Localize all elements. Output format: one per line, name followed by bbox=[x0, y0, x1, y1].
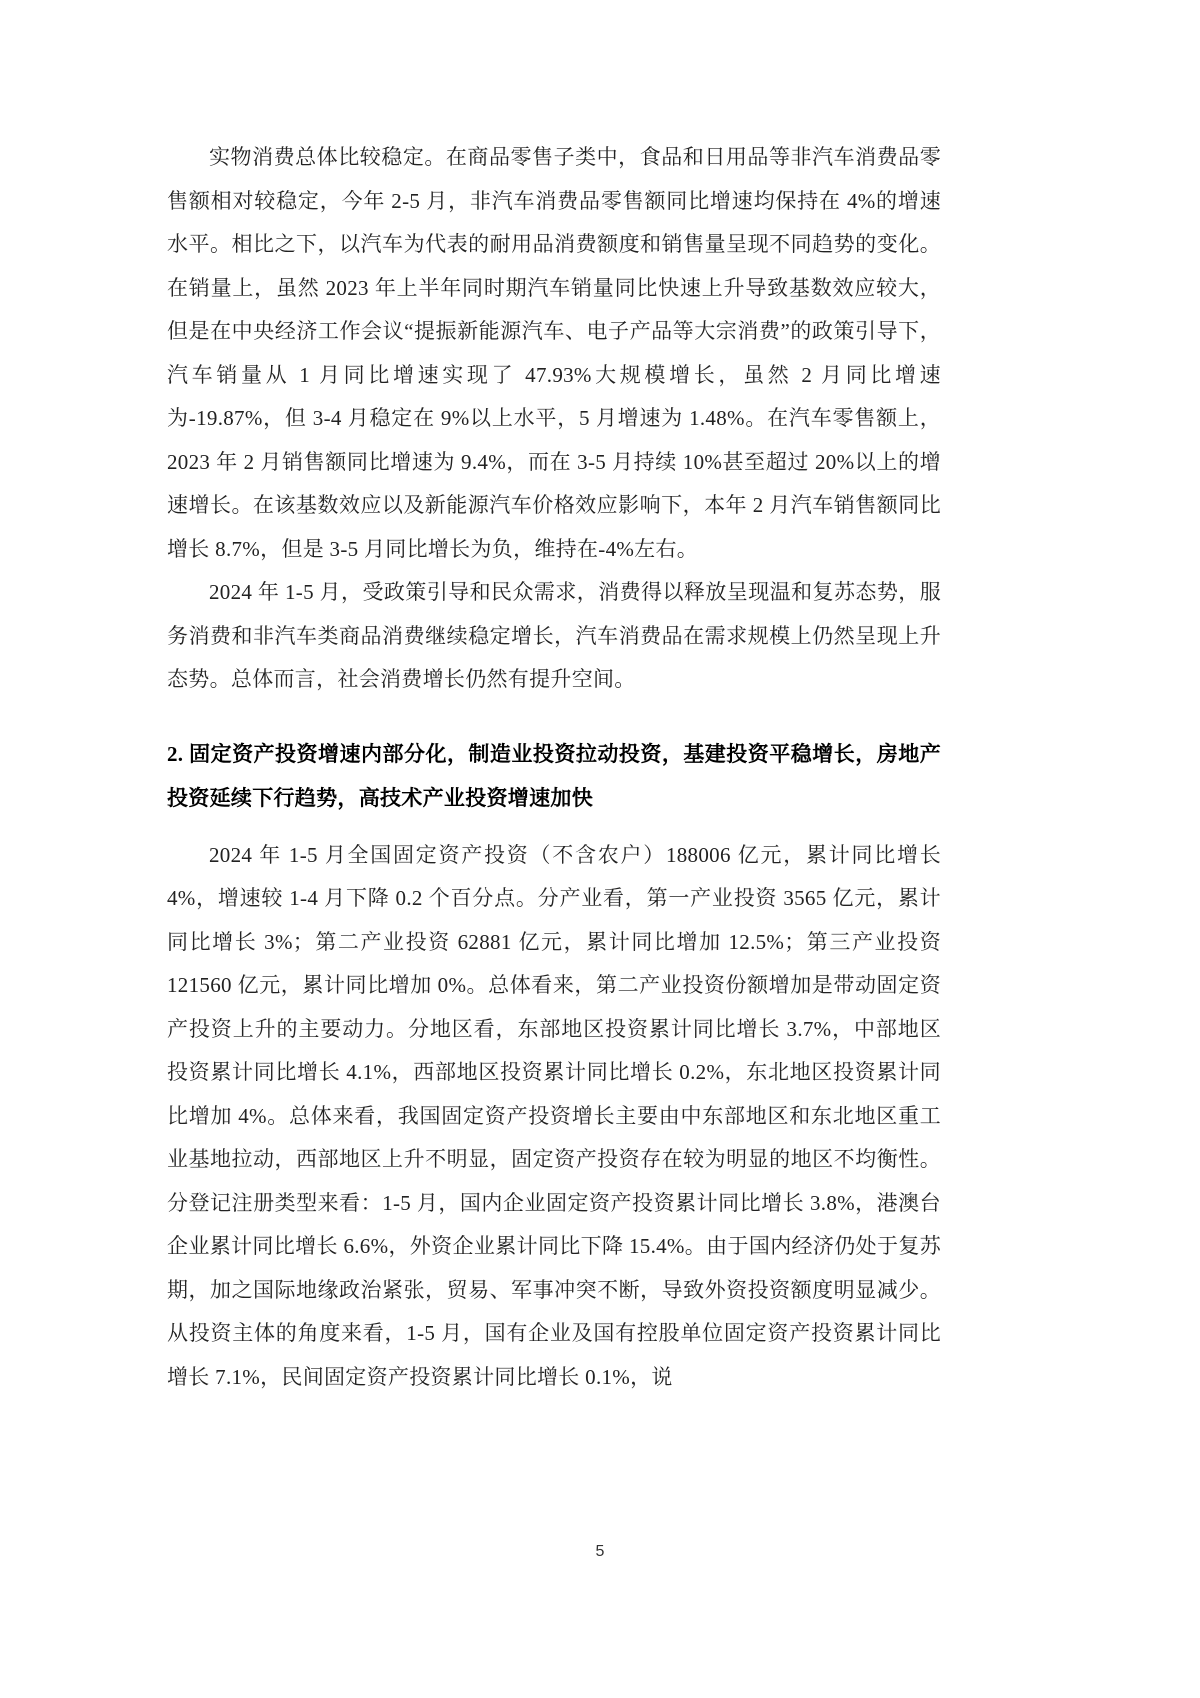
document-page bbox=[167, 136, 941, 1399]
page-number: 5 bbox=[595, 1543, 605, 1560]
paragraph-fixed-asset-investment: 2024 年 1-5 月全国固定资产投资（不含农户）188006 亿元，累计同比增长 4%，增速较 1-4 月下降 0.2 个百分点。分产业看，第一产业投资 3565 亿元，累计同比增长 3%；第二产业投资 62881 亿元，累计同比增加 12.5%；第三产业投资 121560 亿元，累计同比增加 0%。总体看来，第二产业投资份额增加是带动固定资产投资上升的主要动力。分地区看，东部地区投资累计同比增长 3.7%，中部地区投资累计同比增长 4.1%，西部地区投资累计同比增长 0.2%，东北地区投资累计同比增加 4%。总体来看，我国固定资产投资增长主要由中东部地区和东北地区重工业基地拉动，西部地区上升不明显，固定资产投资存在较为明显的地区不均衡性。分登记注册类型来看：1-5 月，国内企业固定资产投资累计同比增长 3.8%，港澳台企业累计同比增长 6.6%，外资企业累计同比下降 15.4%。由于国内经济仍处于复苏期，加之国际地缘政治紧张，贸易、军事冲突不断，导致外资投资额度明显减少。从投资主体的角度来看，1-5 月，国有企业及国有控股单位固定资产投资累计同比增长 7.1%，民间固定资产投资累计同比增长 0.1%，说 bbox=[167, 842, 941, 1389]
paragraph-consumption-summary: 2024 年 1-5 月，受政策引导和民众需求，消费得以释放呈现温和复苏态势，服务消费和非汽车类商品消费继续稳定增长，汽车消费品在需求规模上仍然呈现上升态势。总体而言，社会消费增长仍然有提升空间。 bbox=[167, 580, 941, 691]
paragraph-physical-consumption: 实物消费总体比较稳定。在商品零售子类中，食品和日用品等非汽车消费品零售额相对较稳定，今年 2-5 月，非汽车消费品零售额同比增速均保持在 4%的增速水平。相比之下，以汽车为代表的耐用品消费额度和销售量呈现不同趋势的变化。在销量上，虽然 2023 年上半年同时期汽车销量同比快速上升导致基数效应较大，但是在中央经济工作会议“提振新能源汽车、电子产品等大宗消费”的政策引导下，汽车销量从 1 月同比增速实现了 47.93%大规模增长，虽然 2 月同比增速为-19.87%，但 3-4 月稳定在 9%以上水平，5 月增速为 1.48%。在汽车零售额上，2023 年 2 月销售额同比增速为 9.4%，而在 3-5 月持续 10%甚至超过 20%以上的增速增长。在该基数效应以及新能源汽车价格效应影响下，本年 2 月汽车销售额同比增长 8.7%，但是 3-5 月同比增长为负，维持在-4%左右。 bbox=[167, 145, 941, 561]
section-heading-fixed-asset-investment: 2. 固定资产投资增速内部分化，制造业投资拉动投资，基建投资平稳增长，房地产投资延续下行趋势，高技术产业投资增速加快 bbox=[167, 741, 941, 810]
